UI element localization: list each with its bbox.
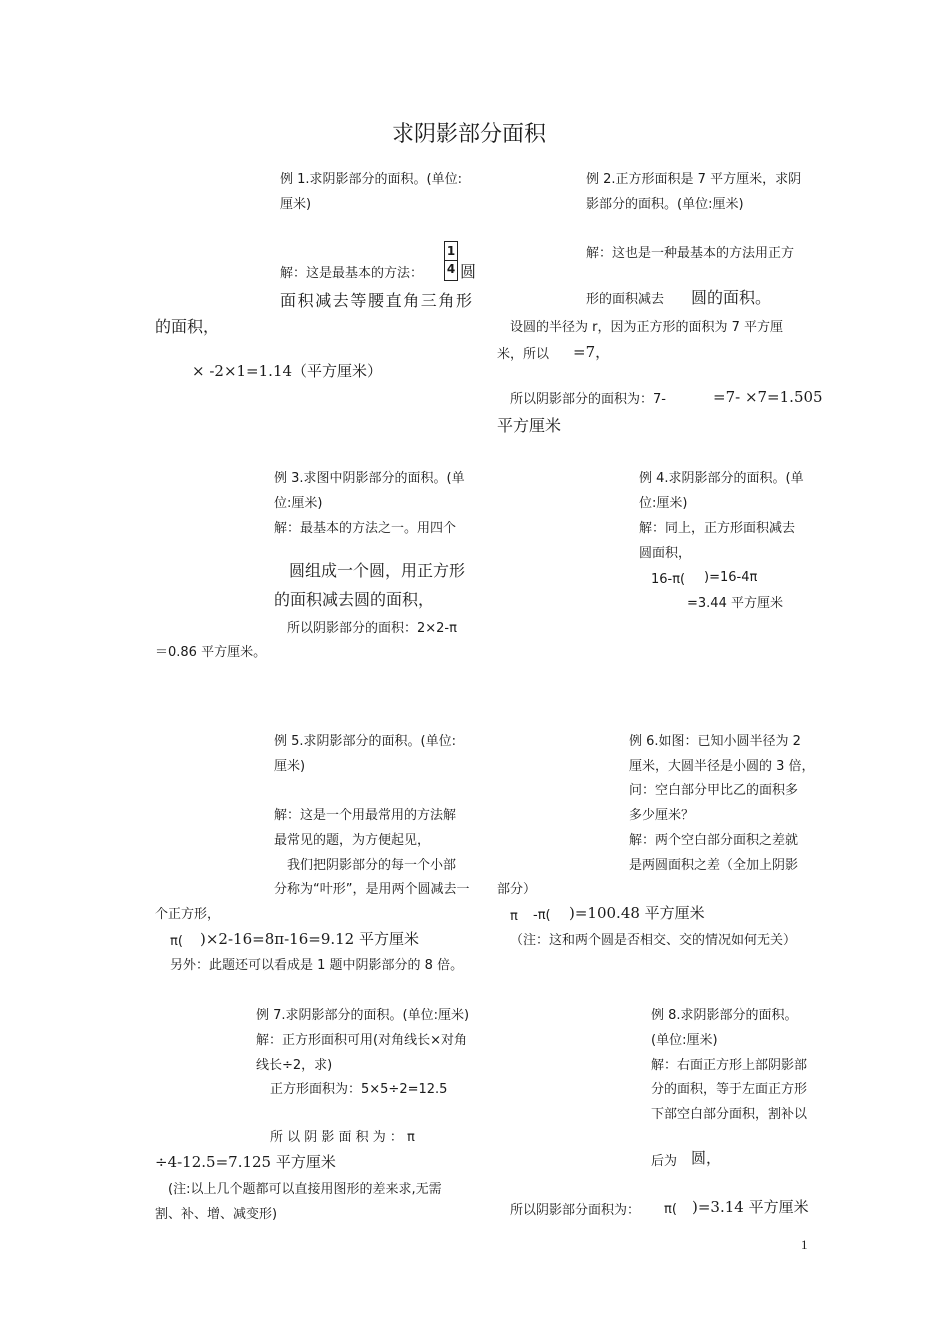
ex7-solution-line5: ÷4-12.5=7.125 平方厘米 xyxy=(155,1153,336,1171)
ex6-question-line3: 问：空白部分甲比乙的面积多 xyxy=(629,783,799,798)
ex6-question-line2: 厘米，大圆半径是小圆的 3 倍， xyxy=(629,759,815,774)
ex7-solution-line3: 正方形面积为：5×5÷2=12.5 xyxy=(270,1082,448,1097)
ex5-solution-line5: 个正方形， xyxy=(155,907,221,922)
ex3-question-line2: 位:厘米) xyxy=(274,496,323,511)
ex6-solution-line3: 部分） xyxy=(497,882,537,897)
ex6-note: （注：这和两个圆是否相交、交的情况如何无关） xyxy=(510,933,797,948)
ex6-question-line1: 例 6.如图：已知小圆半径为 2 xyxy=(629,734,801,749)
ex1-solution-line1: 解：这是最基本的方法： xyxy=(280,266,424,281)
ex5-note: 另外：此题还可以看成是 1 题中阴影部分的 8 倍。 xyxy=(170,958,464,973)
ex8-question-line2: (单位:厘米) xyxy=(651,1033,718,1048)
ex2-solution-line5b: =7- ×7=1.505 xyxy=(713,388,823,406)
ex8-solution-line5b: π( xyxy=(664,1202,677,1217)
ex6-question-line4: 多少厘米？ xyxy=(629,808,695,823)
ex5-solution-line3: 我们把阴影部分的每一个小部 xyxy=(287,858,457,873)
ex6-solution-line2: 是两圆面积之差（全加上阴影 xyxy=(629,858,799,873)
ex5-solution-line1: 解：这是一个用最常用的方法解 xyxy=(274,808,457,823)
ex8-solution-line3: 下部空白部分面积，割补以 xyxy=(651,1107,808,1122)
ex2-solution-line1: 解：这也是一种最基本的方法用正方 xyxy=(586,246,795,261)
ex8-solution-line5a: 所以阴影部分面积为： xyxy=(510,1203,641,1218)
ex1-question-line2: 厘米) xyxy=(280,197,312,212)
ex4-solution-line4: =3.44 平方厘米 xyxy=(687,596,783,611)
ex7-note-line2: 割、补、增、减变形) xyxy=(155,1207,278,1222)
ex3-question-line1: 例 3.求图中阴影部分的面积。(单 xyxy=(274,471,465,486)
ex2-solution-line5a: 所以阴影部分的面积为：7- xyxy=(510,392,666,407)
ex7-solution-line4: 所 以 阴 影 面 积 为 ： π xyxy=(270,1130,415,1145)
ex6-formula-b: -π( xyxy=(533,908,551,923)
ex5-question-line2: 厘米) xyxy=(274,759,306,774)
ex8-solution-line2: 分的面积，等于左面正方形 xyxy=(651,1082,808,1097)
ex5-formula-b: )×2-16=8π-16=9.12 平方厘米 xyxy=(200,930,419,948)
ex7-note-line1: (注:以上几个题都可以直接用图形的差来求,无需 xyxy=(168,1182,442,1197)
ex5-formula-a: π( xyxy=(170,934,183,949)
ex2-question-line1: 例 2.正方形面积是 7 平方厘米，求阴 xyxy=(586,172,802,187)
ex6-formula-c: )=100.48 平方厘米 xyxy=(569,904,705,922)
ex8-question-line1: 例 8.求阴影部分的面积。 xyxy=(651,1008,798,1023)
ex8-solution-line4a: 后为 xyxy=(651,1154,678,1169)
ex7-question-line1: 例 7.求阴影部分的面积。(单位:厘米) xyxy=(256,1008,470,1023)
ex1-solution-line2: 面积减去等腰直角三角形 xyxy=(280,291,474,310)
ex4-solution-line2: 圆面积， xyxy=(639,546,692,561)
ex4-question-line1: 例 4.求阴影部分的面积。(单 xyxy=(639,471,804,486)
ex2-question-line2: 影部分的面积。(单位:厘米) xyxy=(586,197,744,212)
fraction-denominator: 4 xyxy=(446,262,456,276)
ex4-question-line2: 位:厘米) xyxy=(639,496,688,511)
ex2-solution-line4a: 米，所以 xyxy=(497,347,550,362)
ex1-question-line1: 例 1.求阴影部分的面积。(单位: xyxy=(280,172,462,187)
ex2-solution-line6: 平方厘米 xyxy=(497,416,562,435)
ex5-question-line1: 例 5.求阴影部分的面积。(单位: xyxy=(274,734,456,749)
ex6-formula-a: π xyxy=(510,909,518,924)
ex2-solution-line4b: =7， xyxy=(573,343,611,361)
ex4-solution-line1: 解：同上，正方形面积减去 xyxy=(639,521,796,536)
ex3-solution-line3: 的面积减去圆的面积， xyxy=(274,590,435,609)
ex7-solution-line1: 解：正方形面积可用(对角线长×对角 xyxy=(256,1033,467,1048)
ex2-solution-line3: 设圆的半径为 r，因为正方形的面积为 7 平方厘 xyxy=(510,320,784,335)
ex7-solution-line2: 线长÷2，求) xyxy=(256,1058,333,1073)
ex8-solution-line5c: )=3.14 平方厘米 xyxy=(692,1198,809,1216)
ex2-solution-line2b: 圆的面积。 xyxy=(691,288,772,307)
ex6-solution-line1: 解：两个空白部分面积之差就 xyxy=(629,833,799,848)
ex4-solution-line3b: )=16-4π xyxy=(704,570,758,585)
fraction-numerator: 1 xyxy=(446,244,456,258)
ex1-solution-circle: 圆 xyxy=(460,262,477,281)
fraction-bar xyxy=(445,260,457,261)
page-title: 求阴影部分面积 xyxy=(392,122,547,147)
ex4-solution-line3a: 16-π( xyxy=(651,572,686,587)
ex1-solution-line3: 的面积， xyxy=(155,317,220,336)
ex2-solution-line2a: 形的面积减去 xyxy=(586,292,665,307)
ex3-solution-line4: 所以阴影部分的面积：2×2-π xyxy=(287,621,457,636)
ex3-solution-line1: 解：最基本的方法之一。用四个 xyxy=(274,521,457,536)
ex8-solution-line1: 解：右面正方形上部阴影部 xyxy=(651,1058,808,1073)
ex5-solution-line2: 最常见的题，为方便起见， xyxy=(274,833,431,848)
ex3-solution-line5: ＝0.86 平方厘米。 xyxy=(155,645,267,660)
ex8-solution-line4b: 圆， xyxy=(691,1149,722,1167)
ex3-solution-line2: 圆组成一个圆，用正方形 xyxy=(289,561,466,580)
fraction-one-quarter xyxy=(444,241,458,281)
page-number: 1 xyxy=(801,1237,808,1252)
ex5-solution-line4: 分称为“叶形”，是用两个圆减去一 xyxy=(274,882,470,897)
ex1-formula: × -2×1=1.14（平方厘米） xyxy=(192,362,383,380)
